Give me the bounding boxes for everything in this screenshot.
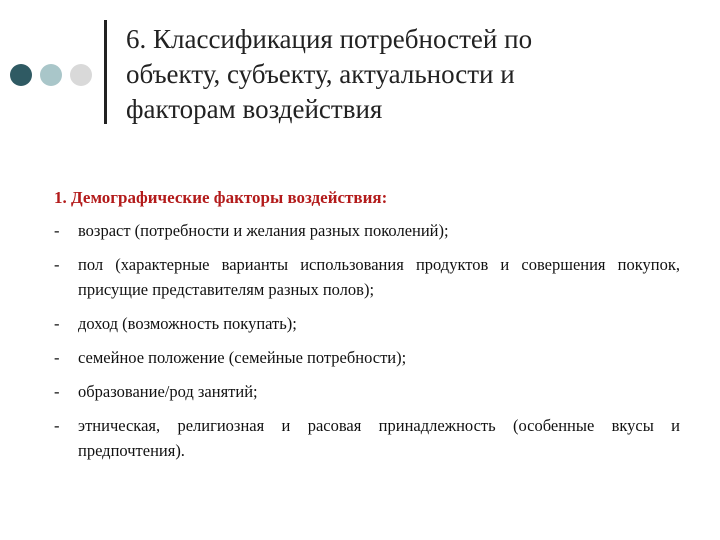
list-item-text: семейное положение (семейные потребности); (78, 348, 407, 367)
bullet-dash: - (54, 348, 60, 367)
slide-title (126, 22, 686, 127)
section-heading: 1. Демографические факторы воздействия: (54, 188, 388, 207)
title-line: объекту, субъекту, актуальности и (126, 59, 515, 89)
dot-light (70, 64, 92, 86)
list-item (54, 311, 680, 336)
list-item-text: этническая, религиозная и расовая принадлежность (особенные вкусы и предпочтения). (78, 416, 680, 460)
bullet-dash: - (54, 314, 60, 333)
title-line: 6. Классификация потребностей по (126, 24, 533, 54)
factor-list (54, 218, 680, 472)
dot-dark (10, 64, 32, 86)
list-item (54, 218, 680, 243)
list-item (54, 413, 680, 463)
list-item-text: пол (характерные варианты использования продуктов и совершения покупок, присущие представителям разных полов); (78, 255, 680, 299)
title-line: факторам воздействия (126, 94, 383, 124)
bullet-dash: - (54, 221, 60, 240)
list-item-text: доход (возможность покупать); (78, 314, 297, 333)
list-item (54, 379, 680, 404)
list-item (54, 345, 680, 370)
bullet-dash: - (54, 382, 60, 401)
dot-mid (40, 64, 62, 86)
title-divider (104, 20, 107, 124)
list-item-text: образование/род занятий; (78, 382, 258, 401)
bullet-dash: - (54, 255, 60, 274)
list-item (54, 252, 680, 302)
bullet-dash: - (54, 416, 60, 435)
list-item-text: возраст (потребности и желания разных поколений); (78, 221, 449, 240)
